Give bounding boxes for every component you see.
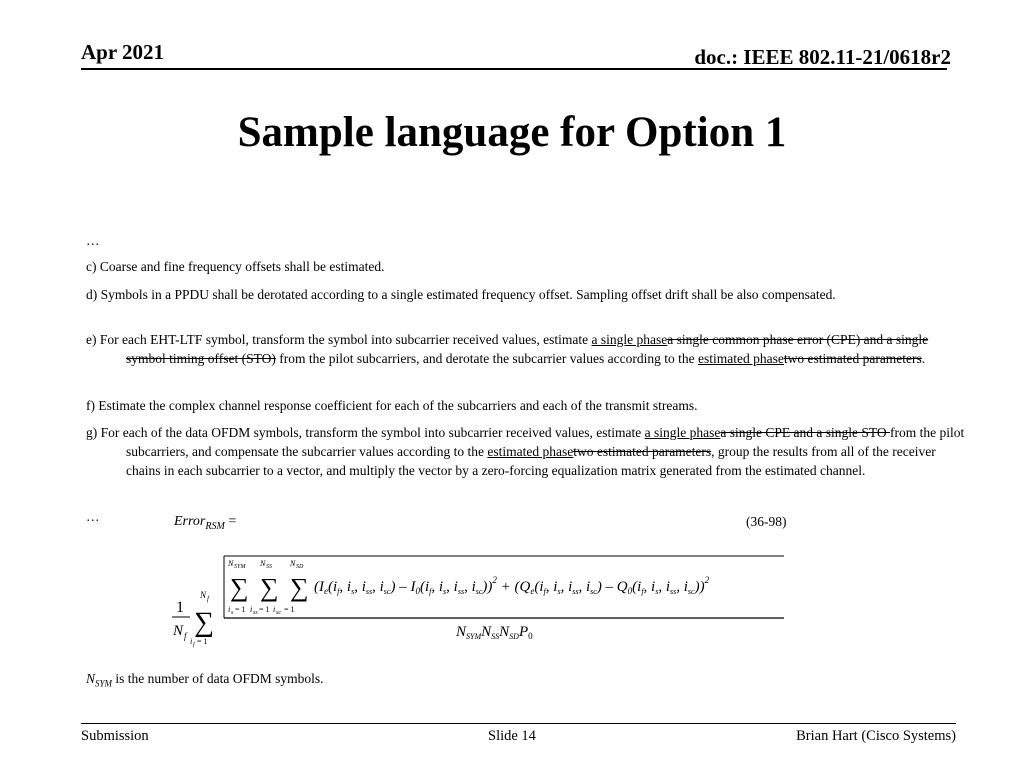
svg-text:f: f <box>193 642 195 648</box>
nsym-symbol: N <box>86 671 96 686</box>
para-g-deleted-1: a single CPE and a single STO <box>720 425 890 440</box>
svg-text:SYM: SYM <box>234 564 246 570</box>
paragraph-d: d) Symbols in a PPDU shall be derotated according to a single estimated frequency offset. Sampling offset drift shall be also compensated. <box>86 287 836 302</box>
nsym-note <box>86 669 928 694</box>
svg-text:= 1: = 1 <box>259 605 270 614</box>
paragraph-f: f) Estimate the complex channel response coefficient for each of the subcarriers and each of the transmit streams. <box>86 398 698 413</box>
para-g-inserted-1: a single phase <box>644 425 721 440</box>
para-g-inserted-2: estimated phase <box>487 444 574 459</box>
ellipsis-top: … <box>86 233 100 248</box>
svg-text:N: N <box>173 623 184 639</box>
ellipsis-bottom: … <box>86 509 100 524</box>
svg-text:i: i <box>250 605 253 614</box>
svg-text:f: f <box>207 595 209 603</box>
para-g-text-3: , group the results from all of the receiver chains in each subcarrier to a vector, and multiply the vector by a zero-forcing equalization matrix generated from the estimated channel. <box>126 444 936 478</box>
paragraph-g <box>86 423 968 480</box>
svg-text:∑: ∑ <box>260 573 279 602</box>
para-e-inserted-2: estimated phase <box>697 351 784 366</box>
footer-slide-number: Slide 14 <box>488 728 536 744</box>
svg-text:i: i <box>190 637 193 646</box>
svg-text:1: 1 <box>176 599 184 616</box>
equation-lhs-main: Error <box>174 514 206 529</box>
svg-text:N: N <box>290 559 296 568</box>
svg-text:∑: ∑ <box>194 607 214 638</box>
equation-lhs <box>174 514 236 532</box>
para-e-text-2: from the pilot subcarriers, and derotate the subcarrier values according to the <box>275 351 698 366</box>
equation-formula-image <box>170 548 800 648</box>
para-e-text-1: e) For each EHT-LTF symbol, transform the symbol into subcarrier received values, estimate <box>86 332 592 347</box>
svg-text:N: N <box>260 559 266 568</box>
svg-text:ss: ss <box>253 610 258 616</box>
svg-text:∑: ∑ <box>230 573 249 602</box>
footer-author: Brian Hart (Cisco Systems) <box>796 728 956 744</box>
svg-text:sc: sc <box>276 610 281 616</box>
svg-text:SD: SD <box>296 564 304 570</box>
nsym-symbol-sub: SYM <box>95 678 113 689</box>
svg-text:N: N <box>228 559 234 568</box>
equation-lhs-sub: RSM <box>205 520 225 532</box>
svg-text:= 1: = 1 <box>284 605 295 614</box>
slide-title: Sample language for Option 1 <box>237 109 787 156</box>
svg-text:NSYMNSSNSDP0: $N_{SYM}N_{SS}N_{SD}P_0$ <box>456 624 533 641</box>
footer-divider <box>81 723 956 724</box>
header-doc-id: doc.: IEEE 802.11-21/0618r2 <box>694 45 951 69</box>
svg-text:= 1: = 1 <box>197 637 208 646</box>
svg-text:N: N <box>200 590 207 600</box>
para-e-inserted-1: a single phase <box>591 332 668 347</box>
para-e-text-3: . <box>921 351 926 366</box>
equation-number: (36-98) <box>746 514 787 529</box>
svg-text:f: f <box>184 631 187 641</box>
footer-submission: Submission <box>81 728 149 744</box>
svg-text:∑: ∑ <box>290 573 309 602</box>
header-date: Apr 2021 <box>81 40 165 64</box>
para-e-deleted-1: a single common phase error (CPE) and a single symbol timing offset (STO) <box>126 332 929 366</box>
para-e-deleted-2: two estimated parameters <box>783 351 922 366</box>
paragraph-e <box>86 330 968 368</box>
svg-text:i: i <box>273 605 276 614</box>
equation-equals: = <box>224 514 237 529</box>
para-g-deleted-2: two estimated parameters <box>573 444 712 459</box>
svg-text:= 1: = 1 <box>235 605 246 614</box>
svg-text:s: s <box>231 610 234 616</box>
svg-text:SS: SS <box>266 564 272 570</box>
para-g-text-1: g) For each of the data OFDM symbols, transform the symbol into subcarrier received values, estimate <box>86 425 645 440</box>
header-divider <box>81 68 947 70</box>
svg-text:(Ie(if, is, iss, isc) – I0(if,: ($I_e(i_f$, $i_s$, $i_{ss}$, $i_{sc}) - I_0(i_f$, $i_s$, $i_{ss}$, $i_{sc}))^2 + (Q_e(i_f$, $i_s$, $i_{ss}$, $i_{sc}) - Q_0(i_f$, $i_s$, $i_{ss}$, $i_{sc}))^2$ <box>314 575 710 596</box>
svg-text:i: i <box>228 605 231 614</box>
para-g-text-2: from the pilot subcarriers, and compensate the subcarrier values according to the <box>126 425 965 459</box>
paragraph-c: c) Coarse and fine frequency offsets shall be estimated. <box>86 259 385 274</box>
nsym-description: is the number of data OFDM symbols. <box>112 671 324 686</box>
